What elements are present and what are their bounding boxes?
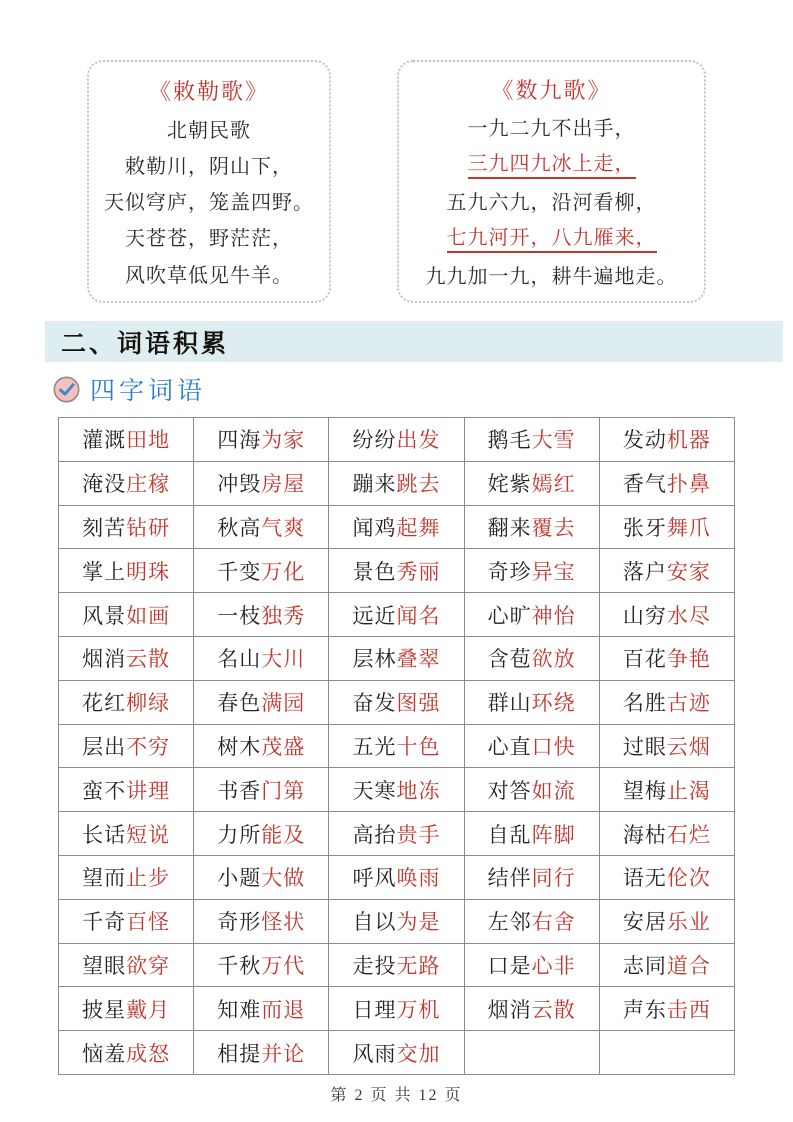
idiom-red-part: 石烂 xyxy=(666,822,711,847)
idiom-black-part: 相提 xyxy=(217,1041,262,1066)
idiom-black-part: 小题 xyxy=(217,866,262,891)
idiom-red-part: 无路 xyxy=(396,953,441,978)
idiom-red-part: 水尽 xyxy=(666,603,711,628)
idiom-cell xyxy=(464,899,599,943)
idiom-black-part: 千奇 xyxy=(82,910,127,935)
idiom-cell xyxy=(329,899,464,943)
idiom-red-part: 交加 xyxy=(396,1041,441,1066)
poem-box-shujiuge xyxy=(397,60,706,303)
idiom-cell xyxy=(329,549,464,593)
idiom-cell xyxy=(464,812,599,856)
idiom-cell xyxy=(599,505,734,549)
section-title: 二、词语积累 xyxy=(61,329,230,358)
idiom-cell xyxy=(194,768,329,812)
idiom-black-part: 百花 xyxy=(622,647,667,672)
idiom-black-part: 高抬 xyxy=(352,822,397,847)
section-header xyxy=(45,321,783,362)
idiom-cell xyxy=(599,812,734,856)
poem-line: 天苍苍，野茫茫， xyxy=(125,228,293,251)
idiom-black-part: 烟消 xyxy=(487,997,532,1022)
idiom-cell xyxy=(329,1031,464,1075)
idiom-cell xyxy=(599,987,734,1031)
idiom-cell xyxy=(599,768,734,812)
idiom-cell xyxy=(329,987,464,1031)
idiom-red-part: 为家 xyxy=(261,428,306,453)
poem-line: 一九二九不出手， xyxy=(467,117,636,140)
idiom-black-part: 对答 xyxy=(487,778,532,803)
idiom-cell xyxy=(329,461,464,505)
idiom-red-part: 戴月 xyxy=(126,997,171,1022)
idiom-black-part: 书香 xyxy=(217,778,262,803)
idiom-red-part: 唤雨 xyxy=(396,866,441,891)
idiom-red-part: 舞爪 xyxy=(666,515,711,540)
idiom-black-part: 层林 xyxy=(352,647,397,672)
idiom-black-part: 花红 xyxy=(82,691,127,716)
idiom-red-part: 云散 xyxy=(531,997,576,1022)
idiom-red-part: 云散 xyxy=(126,647,171,672)
idiom-cell xyxy=(194,636,329,680)
idiom-cell xyxy=(194,812,329,856)
idiom-black-part: 千变 xyxy=(217,559,262,584)
idiom-black-part: 安居 xyxy=(622,910,667,935)
idiom-red-part: 钻研 xyxy=(126,515,171,540)
idiom-cell xyxy=(59,943,194,987)
idiom-black-part: 香气 xyxy=(622,472,667,497)
idiom-cell xyxy=(194,461,329,505)
idiom-black-part: 姹紫 xyxy=(487,472,532,497)
idiom-cell xyxy=(599,593,734,637)
idiom-cell xyxy=(464,418,599,462)
poem-line: 九九加一九，耕牛遍地走。 xyxy=(425,265,678,288)
idiom-cell xyxy=(59,593,194,637)
table-row xyxy=(59,680,735,724)
idiom-black-part: 层出 xyxy=(82,734,127,759)
idiom-red-part: 茂盛 xyxy=(261,734,306,759)
idiom-black-part: 左邻 xyxy=(487,910,532,935)
idiom-cell xyxy=(464,943,599,987)
idiom-red-part: 能及 xyxy=(261,822,306,847)
idiom-black-part: 远近 xyxy=(352,603,397,628)
idiom-red-part: 击西 xyxy=(666,997,711,1022)
idiom-red-part: 成怒 xyxy=(126,1041,171,1066)
table-row xyxy=(59,943,735,987)
idiom-red-part: 安家 xyxy=(666,559,711,584)
idiom-cell xyxy=(464,505,599,549)
idiom-black-part: 山穷 xyxy=(622,603,667,628)
idiom-cell xyxy=(599,943,734,987)
idiom-cell xyxy=(59,549,194,593)
poem-line: 天似穹庐，笼盖四野。 xyxy=(104,192,314,215)
idiom-red-part: 心非 xyxy=(531,953,576,978)
idiom-red-part: 大雪 xyxy=(531,428,576,453)
idiom-black-part: 落户 xyxy=(622,559,667,584)
idiom-red-part: 十色 xyxy=(396,734,441,759)
table-row xyxy=(59,505,735,549)
idiom-red-part: 扑鼻 xyxy=(666,472,711,497)
idiom-cell xyxy=(194,505,329,549)
idiom-cell xyxy=(194,593,329,637)
idiom-cell xyxy=(194,418,329,462)
table-row xyxy=(59,461,735,505)
idiom-black-part: 心直 xyxy=(487,734,532,759)
idiom-red-part: 气爽 xyxy=(261,515,306,540)
idiom-black-part: 群山 xyxy=(487,691,532,716)
poem-line: 五九六九，沿河看柳， xyxy=(446,191,657,214)
idiom-cell xyxy=(599,549,734,593)
table-row xyxy=(59,418,735,462)
idiom-cell xyxy=(59,724,194,768)
idiom-red-part: 怪状 xyxy=(261,910,306,935)
idiom-black-part: 望眼 xyxy=(82,953,127,978)
idiom-red-part: 独秀 xyxy=(261,603,306,628)
idiom-table xyxy=(58,417,735,1075)
idiom-black-part: 声东 xyxy=(622,997,667,1022)
table-row xyxy=(59,987,735,1031)
poem-line: 风吹草低见牛羊。 xyxy=(125,264,293,287)
idiom-black-part: 过眼 xyxy=(622,734,667,759)
idiom-red-part: 房屋 xyxy=(261,472,306,497)
idiom-red-part: 伦次 xyxy=(666,866,711,891)
idiom-cell xyxy=(59,636,194,680)
idiom-red-part: 万代 xyxy=(261,953,306,978)
idiom-cell xyxy=(329,812,464,856)
idiom-red-part: 大川 xyxy=(261,647,306,672)
idiom-red-part: 右舍 xyxy=(531,910,576,935)
idiom-red-part: 万化 xyxy=(261,559,306,584)
idiom-cell xyxy=(599,680,734,724)
idiom-cell xyxy=(599,418,734,462)
idiom-red-part: 欲放 xyxy=(531,647,576,672)
idiom-cell xyxy=(194,680,329,724)
idiom-black-part: 掌上 xyxy=(82,559,127,584)
idiom-red-part: 阵脚 xyxy=(531,822,576,847)
idiom-cell xyxy=(59,768,194,812)
idiom-cell xyxy=(329,505,464,549)
idiom-black-part: 五光 xyxy=(352,734,397,759)
idiom-cell xyxy=(464,680,599,724)
idiom-red-part: 欲穿 xyxy=(126,953,171,978)
poem-line: 三九四九冰上走， xyxy=(468,147,636,179)
idiom-red-part: 神怡 xyxy=(531,603,576,628)
idiom-cell xyxy=(59,418,194,462)
idiom-red-part: 大做 xyxy=(261,866,306,891)
idiom-black-part: 披星 xyxy=(82,997,127,1022)
idiom-cell xyxy=(599,899,734,943)
idiom-cell xyxy=(329,636,464,680)
idiom-black-part: 张牙 xyxy=(622,515,667,540)
idiom-cell xyxy=(464,768,599,812)
idiom-black-part: 恼羞 xyxy=(82,1041,127,1066)
idiom-red-part: 同行 xyxy=(531,866,576,891)
idiom-red-part: 不穷 xyxy=(126,734,171,759)
idiom-cell xyxy=(329,855,464,899)
idiom-cell xyxy=(464,593,599,637)
idiom-black-part: 蹦来 xyxy=(352,472,397,497)
poem-title: 《敕勒歌》 xyxy=(148,79,269,105)
idiom-red-part: 如画 xyxy=(126,603,171,628)
idiom-cell xyxy=(329,768,464,812)
poem-title: 《数九歌》 xyxy=(491,78,612,104)
idiom-cell xyxy=(59,505,194,549)
idiom-red-part: 秀丽 xyxy=(396,559,441,584)
poem-box-chilege xyxy=(87,60,331,303)
subsection-heading xyxy=(53,371,206,407)
poem-line: 七九河开，八九雁来， xyxy=(447,221,657,253)
idiom-cell xyxy=(464,987,599,1031)
idiom-red-part: 并论 xyxy=(261,1041,306,1066)
idiom-black-part: 鹅毛 xyxy=(487,428,532,453)
idiom-black-part: 纷纷 xyxy=(352,428,397,453)
idiom-black-part: 自以 xyxy=(352,910,397,935)
idiom-red-part: 古迹 xyxy=(666,691,711,716)
idiom-black-part: 日理 xyxy=(352,997,397,1022)
idiom-red-part: 机器 xyxy=(666,428,711,453)
idiom-red-part: 明珠 xyxy=(126,559,171,584)
idiom-red-part: 异宝 xyxy=(531,559,576,584)
idiom-cell xyxy=(194,943,329,987)
idiom-black-part: 口是 xyxy=(487,953,532,978)
idiom-red-part: 门第 xyxy=(261,778,306,803)
idiom-black-part: 力所 xyxy=(217,822,262,847)
idiom-black-part: 呼风 xyxy=(352,866,397,891)
idiom-red-part: 嫣红 xyxy=(531,472,576,497)
idiom-cell xyxy=(599,636,734,680)
page-footer: 第 2 页 共 12 页 xyxy=(330,1087,463,1104)
idiom-cell xyxy=(329,724,464,768)
idiom-black-part: 知难 xyxy=(217,997,262,1022)
idiom-black-part: 望而 xyxy=(82,866,127,891)
idiom-cell xyxy=(59,812,194,856)
idiom-black-part: 树木 xyxy=(217,734,262,759)
idiom-cell xyxy=(464,636,599,680)
idiom-red-part: 讲理 xyxy=(126,778,171,803)
idiom-red-part: 争艳 xyxy=(666,647,711,672)
idiom-cell xyxy=(59,1031,194,1075)
idiom-black-part: 含苞 xyxy=(487,647,532,672)
check-circle-icon xyxy=(53,376,80,403)
idiom-cell xyxy=(599,855,734,899)
idiom-red-part: 叠翠 xyxy=(396,647,441,672)
idiom-cell xyxy=(329,680,464,724)
idiom-red-part: 止渴 xyxy=(666,778,711,803)
table-row xyxy=(59,593,735,637)
idiom-cell xyxy=(59,680,194,724)
idiom-red-part: 跳去 xyxy=(396,472,441,497)
idiom-black-part: 蛮不 xyxy=(82,778,127,803)
idiom-black-part: 心旷 xyxy=(487,603,532,628)
idiom-black-part: 景色 xyxy=(352,559,397,584)
idiom-black-part: 灌溉 xyxy=(82,428,127,453)
idiom-cell xyxy=(194,1031,329,1075)
idiom-red-part: 万机 xyxy=(396,997,441,1022)
idiom-red-part: 起舞 xyxy=(396,515,441,540)
table-row xyxy=(59,1031,735,1075)
idiom-black-part: 刻苦 xyxy=(82,515,127,540)
idiom-black-part: 奇形 xyxy=(217,910,262,935)
idiom-red-part: 地冻 xyxy=(396,778,441,803)
idiom-black-part: 名山 xyxy=(217,647,262,672)
idiom-black-part: 名胜 xyxy=(622,691,667,716)
idiom-red-part: 庄稼 xyxy=(126,472,171,497)
idiom-black-part: 翻来 xyxy=(487,515,532,540)
idiom-red-part: 而退 xyxy=(261,997,306,1022)
idiom-red-part: 田地 xyxy=(126,428,171,453)
idiom-red-part: 贵手 xyxy=(396,822,441,847)
idiom-cell xyxy=(59,899,194,943)
idiom-black-part: 秋高 xyxy=(217,515,262,540)
idiom-black-part: 冲毁 xyxy=(217,472,262,497)
idiom-black-part: 望梅 xyxy=(622,778,667,803)
idiom-red-part: 云烟 xyxy=(666,734,711,759)
idiom-black-part: 闻鸡 xyxy=(352,515,397,540)
idiom-red-part: 闻名 xyxy=(396,603,441,628)
idiom-black-part: 淹没 xyxy=(82,472,127,497)
idiom-cell xyxy=(329,943,464,987)
idiom-cell xyxy=(59,987,194,1031)
idiom-red-part: 口快 xyxy=(531,734,576,759)
empty-cell xyxy=(464,1031,599,1075)
idiom-black-part: 烟消 xyxy=(82,647,127,672)
idiom-black-part: 奇珍 xyxy=(487,559,532,584)
empty-cell xyxy=(599,1031,734,1075)
idiom-red-part: 环绕 xyxy=(531,691,576,716)
table-row xyxy=(59,855,735,899)
idiom-black-part: 风雨 xyxy=(352,1041,397,1066)
idiom-cell xyxy=(194,724,329,768)
idiom-cell xyxy=(599,461,734,505)
idiom-black-part: 结伴 xyxy=(487,866,532,891)
idiom-cell xyxy=(464,855,599,899)
idiom-cell xyxy=(464,549,599,593)
idiom-red-part: 乐业 xyxy=(666,910,711,935)
idiom-black-part: 奋发 xyxy=(352,691,397,716)
poem-line: 敕勒川，阴山下， xyxy=(125,155,293,178)
idiom-red-part: 覆去 xyxy=(531,515,576,540)
idiom-black-part: 志同 xyxy=(622,953,667,978)
idiom-cell xyxy=(329,418,464,462)
poem-line: 北朝民歌 xyxy=(167,119,251,142)
table-row xyxy=(59,768,735,812)
idiom-red-part: 短说 xyxy=(126,822,171,847)
idiom-cell xyxy=(194,549,329,593)
idiom-black-part: 风景 xyxy=(82,603,127,628)
idiom-red-part: 为是 xyxy=(396,910,441,935)
idiom-black-part: 自乱 xyxy=(487,822,532,847)
idiom-black-part: 千秋 xyxy=(217,953,262,978)
idiom-black-part: 一枝 xyxy=(217,603,262,628)
idiom-black-part: 发动 xyxy=(622,428,667,453)
idiom-cell xyxy=(464,724,599,768)
table-row xyxy=(59,724,735,768)
idiom-red-part: 图强 xyxy=(396,691,441,716)
idiom-black-part: 走投 xyxy=(352,953,397,978)
idiom-red-part: 百怪 xyxy=(126,910,171,935)
idiom-cell xyxy=(59,855,194,899)
idiom-red-part: 满园 xyxy=(261,691,306,716)
idiom-cell xyxy=(59,461,194,505)
idiom-black-part: 语无 xyxy=(622,866,667,891)
idiom-cell xyxy=(194,899,329,943)
table-row xyxy=(59,812,735,856)
idiom-cell xyxy=(464,461,599,505)
table-row xyxy=(59,549,735,593)
idiom-red-part: 出发 xyxy=(396,428,441,453)
idiom-black-part: 天寒 xyxy=(352,778,397,803)
idiom-red-part: 止步 xyxy=(126,866,171,891)
idiom-black-part: 长话 xyxy=(82,822,127,847)
idiom-red-part: 如流 xyxy=(531,778,576,803)
idiom-red-part: 柳绿 xyxy=(126,691,171,716)
idiom-cell xyxy=(329,593,464,637)
idiom-black-part: 海枯 xyxy=(622,822,667,847)
table-row xyxy=(59,636,735,680)
table-row xyxy=(59,899,735,943)
idiom-black-part: 春色 xyxy=(217,691,262,716)
idiom-black-part: 四海 xyxy=(217,428,262,453)
subsection-label: 四字词语 xyxy=(90,378,207,405)
idiom-red-part: 道合 xyxy=(666,953,711,978)
idiom-cell xyxy=(599,724,734,768)
idiom-cell xyxy=(194,987,329,1031)
idiom-cell xyxy=(194,855,329,899)
